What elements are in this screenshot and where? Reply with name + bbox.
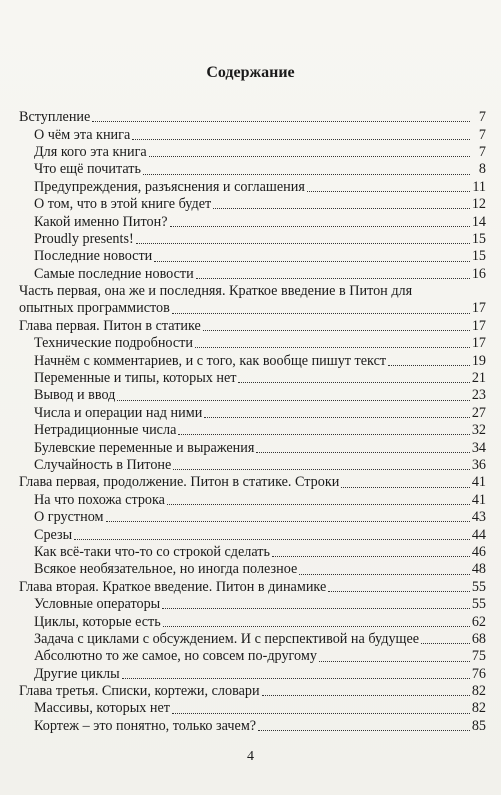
toc-entry [19,211,486,228]
toc-entry-title: Переменные и типы, которых нет [34,370,237,387]
toc-entry [19,716,486,733]
leader-dots [132,138,470,140]
toc-entry-page: 15 [471,230,486,247]
toc-entry-title: Предупреждения, разъяснения и соглашения [34,178,305,195]
toc-entry-page: 17 [471,317,486,334]
toc-entry [19,472,486,489]
toc-entry [19,664,486,681]
leader-dots [172,712,470,714]
leader-dots [328,590,470,592]
toc-entry [19,542,486,559]
toc-entry-page: 82 [471,683,486,700]
toc-entry [19,629,486,646]
toc-entry-page: 82 [471,700,486,717]
toc-entry [19,194,486,211]
toc-entry-title: Как всё-таки что-то со строкой сделать [34,543,270,560]
toc-entry [19,159,486,176]
toc-entry [19,264,486,281]
toc-entry-title: Последние новости [34,248,153,265]
toc-entry [19,368,486,385]
toc-entry-title: Абсолютно то же самое, но совсем по-другому [34,648,317,665]
leader-dots [163,625,470,627]
leader-dots [154,260,470,262]
toc-entry-title: Условные операторы [34,596,161,613]
toc-entry-page: 21 [471,370,486,387]
toc-entry-page: 41 [471,474,486,491]
leader-dots [388,364,470,366]
toc-entry-title: Глава первая, продолжение. Питон в статике. Строки [19,474,340,491]
toc-entry [19,350,486,367]
toc-entry-title: Что ещё почитать [34,161,141,178]
toc-entry [19,124,486,141]
leader-dots [213,207,470,209]
toc-entry [19,385,486,402]
toc-entry-page: 16 [471,265,486,282]
leader-dots [167,503,470,505]
toc-entry-page: 43 [471,509,486,526]
toc-entry-page: 41 [471,491,486,508]
leader-dots [341,486,469,488]
leader-dots [299,573,470,575]
toc-entry [19,142,486,159]
toc-entry-page: 75 [471,648,486,665]
leader-dots [136,242,470,244]
leader-dots [74,538,470,540]
leader-dots [195,346,470,348]
leader-dots [92,120,470,122]
leader-dots [256,451,469,453]
toc-entry-title: Циклы, которые есть [34,613,161,630]
toc-entry-title: Технические подробности [34,335,193,352]
toc-entry-title: Proudly presents! [34,230,134,247]
leader-dots [258,729,470,731]
toc-entry-page: 34 [471,439,486,456]
toc-entry [19,507,486,524]
toc-heading: Содержание [206,64,295,81]
toc-entry-title: Для кого эта книга [34,143,147,160]
toc-entry [19,420,486,437]
leader-dots [149,155,470,157]
leader-dots [178,433,469,435]
toc-entry-page: 8 [478,161,486,178]
toc-entry-title: Какой именно Питон? [34,213,168,230]
toc-entry-title: О том, что в этой книге будет [34,196,212,213]
leader-dots [106,520,470,522]
leader-dots [122,677,470,679]
toc-entry-page: 68 [471,630,486,647]
toc-entry-title: Самые последние новости [34,265,194,282]
toc-entry-page: 44 [471,526,486,543]
toc-entry [19,107,486,124]
toc-entry [19,524,486,541]
toc-entry [19,316,486,333]
toc-entry-page: 27 [471,404,486,421]
toc-entry-page: 48 [471,561,486,578]
toc-entry-title: О чём эта книга [34,126,131,143]
leader-dots [117,399,469,401]
toc-entry-page: 7 [478,109,486,126]
leader-dots [196,277,470,279]
toc-entry-title-continued: опытных программистов [19,300,170,317]
table-of-contents [19,107,486,733]
toc-entry [19,403,486,420]
toc-entry [19,577,486,594]
toc-entry-page: 55 [471,596,486,613]
toc-entry [19,333,486,350]
toc-entry-page: 55 [471,578,486,595]
toc-entry-page: 12 [471,196,486,213]
leader-dots [143,173,470,175]
leader-dots [203,329,470,331]
toc-entry-title: Часть первая, она же и последняя. Краткое введение в Питон для [19,283,413,300]
toc-entry-page: 19 [471,352,486,369]
toc-entry-title: Задача с циклами с обсуждением. И с перспективой на будущее [34,630,420,647]
toc-entry [19,646,486,663]
leader-dots [173,468,470,470]
toc-entry [19,681,486,698]
toc-entry-title: Массивы, которых нет [34,700,170,717]
leader-dots [170,225,470,227]
toc-entry-page: 7 [478,143,486,160]
toc-entry-title: Срезы [34,526,73,543]
toc-entry-page: 23 [471,387,486,404]
toc-entry-title: Случайность в Питоне [34,457,172,473]
toc-entry [19,490,486,507]
toc-entry-title: Числа и операции над ними [34,404,203,421]
toc-entry-page: 17 [471,300,486,317]
page-number: 4 [247,749,254,764]
toc-entry [19,246,486,263]
toc-entry-page: 7 [478,126,486,143]
toc-entry-title: Другие циклы [34,665,120,682]
toc-entry-title: Глава третья. Списки, кортежи, словари [19,683,260,700]
toc-entry [19,229,486,246]
leader-dots [307,190,470,192]
toc-entry-page: 14 [471,213,486,230]
toc-entry-title: На что похожа строка [34,491,165,508]
toc-entry-title: О грустном [34,509,104,526]
toc-entry-title: Глава первая. Питон в статике [19,317,201,334]
leader-dots [262,694,470,696]
leader-dots [162,607,470,609]
toc-entry [19,594,486,611]
toc-entry [19,611,486,628]
toc-entry-page: 11 [472,178,486,195]
toc-entry-title: Вывод и ввод [34,387,116,404]
toc-entry-title: Булевские переменные и выражения [34,439,255,456]
toc-entry-page: 85 [471,717,486,734]
toc-entry-page: 32 [471,422,486,439]
toc-entry-title: Всякое необязательное, но иногда полезное [34,561,298,578]
toc-entry [19,559,486,576]
toc-entry [19,281,486,316]
leader-dots [421,642,470,644]
toc-entry-title: Начнём с комментариев, и с того, как вообще пишут текст [34,352,387,369]
toc-entry-page: 76 [471,665,486,682]
toc-entry-title: Вступление [19,109,91,126]
leader-dots [238,381,469,383]
toc-entry-page: 46 [471,543,486,560]
toc-entry-page: 36 [471,457,486,473]
toc-entry-title: Глава вторая. Краткое введение. Питон в динамике [19,578,327,595]
toc-entry-title: Нетрадиционные числа [34,422,177,439]
toc-entry [19,177,486,194]
toc-entry-title: Кортеж – это понятно, только зачем? [34,717,257,734]
leader-dots [272,555,470,557]
toc-entry [19,455,486,472]
leader-dots [204,416,470,418]
toc-entry [19,698,486,715]
toc-entry-page: 17 [471,335,486,352]
leader-dots [172,312,470,314]
toc-entry-page: 62 [471,613,486,630]
toc-entry [19,437,486,454]
toc-entry-page: 15 [471,248,486,265]
leader-dots [319,660,470,662]
